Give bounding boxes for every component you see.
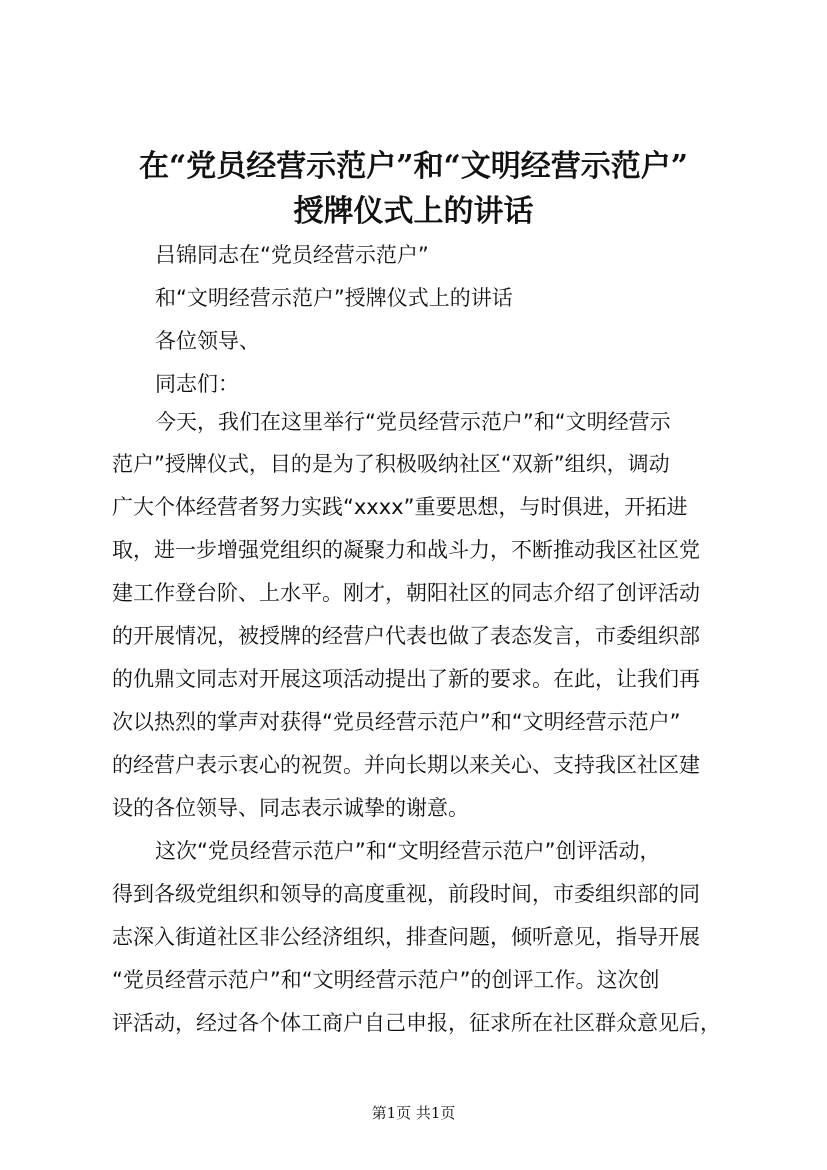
document-title-line2: 授牌仪式上的讲话 (293, 194, 534, 229)
text-line: 得到各级党组织和领导的高度重视，前段时间，市委组织部的同 (112, 882, 700, 906)
text-line: 范户”授牌仪式，目的是为了积极吸纳社区“双新”组织，调动 (112, 452, 670, 476)
document-title-line1: 在“党员经营示范户”和“文明经营示范户” (138, 149, 689, 184)
page-footer: 第1页 共1页 (371, 1104, 456, 1122)
text-line: 评活动，经过各个体工商户自己申报，征求所在社区群众意见后， (112, 1011, 721, 1035)
text-line: 同志们： (155, 372, 239, 396)
text-line: 和“文明经营示范户”授牌仪式上的讲话 (155, 286, 513, 310)
text-line: 设的各位领导、同志表示诚挚的谢意。 (112, 796, 469, 820)
text-line: 广大个体经营者努力实践“xxxx”重要思想，与时俱进，开拓进 (112, 495, 688, 519)
text-line: 建工作登台阶、上水平。刚才，朝阳社区的同志介绍了创评活动 (112, 581, 700, 605)
text-line: 这次“党员经营示范户”和“文明经营示范户”创评活动， (155, 839, 661, 863)
text-line: 的开展情况，被授牌的经营户代表也做了表态发言，市委组织部 (112, 624, 700, 648)
text-line: 志深入街道社区非公经济组织，排查问题，倾听意见，指导开展 (112, 925, 700, 949)
text-line: 的仇鼎文同志对开展这项活动提出了新的要求。在此，让我们再 (112, 667, 700, 691)
text-line: 吕锦同志在“党员经营示范户” (155, 243, 429, 267)
text-line: 取，进一步增强党组织的凝聚力和战斗力，不断推动我区社区党 (112, 538, 700, 562)
text-line: 次以热烈的掌声对获得“党员经营示范户”和“文明经营示范户” (112, 710, 681, 734)
text-line: 的经营户表示衷心的祝贺。并向长期以来关心、支持我区社区建 (112, 753, 700, 777)
text-line: “党员经营示范户”和“文明经营示范户”的创评工作。这次创 (112, 968, 660, 992)
text-line: 各位领导、 (155, 329, 260, 353)
text-line: 今天，我们在这里举行“党员经营示范户”和“文明经营示 (155, 410, 671, 434)
